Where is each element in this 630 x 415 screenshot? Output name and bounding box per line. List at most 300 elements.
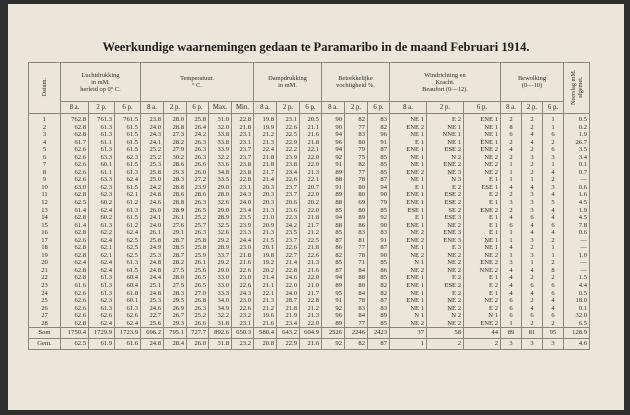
cell-luchtdrukking: 61.5 [115,131,141,139]
cell-vochtigheid: 81 [345,237,368,245]
table-row [29,222,590,230]
cell-luchtdrukking: 61.5 [115,214,141,222]
cell-temperatuur: 25.3 [141,297,164,305]
cell-temperatuur: 23.8 [232,161,254,169]
cell-vochtigheid: 83 [345,229,368,237]
cell-bewolking: 4 [543,169,564,177]
cell-temperatuur: 28.8 [164,199,187,207]
cell-wind: E 2 [427,184,464,192]
cell-temperatuur: 23.1 [232,131,254,139]
cell-wind: NE 1 [427,139,464,147]
cell-wind: ENE 1 [464,114,501,124]
cell-wind: SE 2 [427,207,464,215]
cell-luchtdrukking: 62.4 [115,176,141,184]
cell-temperatuur: 29.2 [209,259,232,267]
cell-wind: ESE 3 [427,214,464,222]
cell-temperatuur: 26.1 [141,229,164,237]
cell-temperatuur: 24.8 [141,290,164,298]
cell-luchtdrukking: 1750.4 [61,328,89,339]
cell-dampdrukking: 20.7 [300,184,322,192]
cell-dampdrukking: 19.8 [254,114,277,124]
cell-luchtdrukking: 61.3 [89,146,115,154]
cell-temperatuur: 26.4 [187,124,209,132]
header-datum: Datum. [29,63,61,114]
cell-luchtdrukking: 62.5 [61,339,89,350]
cell-temperatuur: 27.0 [187,290,209,298]
cell-wind: E 2 [464,282,501,290]
cell-day: 2 [29,124,61,132]
cell-wind: E 1 [464,229,501,237]
cell-bewolking: 1 [543,124,564,132]
cell-bewolking: 4 [522,305,543,313]
cell-luchtdrukking: 61.4 [61,222,89,230]
cell-bewolking: 2 [501,154,522,162]
cell-vochtigheid: 90 [368,222,390,230]
cell-vochtigheid: 85 [368,207,390,215]
cell-temperatuur: 24.0 [141,124,164,132]
subheader-vocht-0: 8 a. [322,102,345,114]
table-row [29,312,590,320]
cell-temperatuur: 22.6 [232,267,254,275]
cell-wind: ESE 2 [427,199,464,207]
cell-wind: ENE 1 [390,191,427,199]
cell-day: 13 [29,207,61,215]
cell-vochtigheid: 92 [322,305,345,313]
cell-neerslag: 0.5 [564,290,590,298]
table-row [29,124,590,132]
cell-luchtdrukking: 62.4 [89,267,115,275]
table-row [29,169,590,177]
cell-luchtdrukking: 61.5 [115,184,141,192]
header-luchtdrukking: Luchtdrukking in mM. herleid op 0° C. [61,63,141,102]
cell-neerslag: 0.1 [564,305,590,313]
cell-wind: E 2 [427,274,464,282]
cell-neerslag: 0.6 [564,184,590,192]
cell-bewolking: 95 [543,328,564,339]
cell-luchtdrukking: 62.8 [61,191,89,199]
cell-vochtigheid: 84 [345,267,368,275]
cell-vochtigheid: 95 [322,290,345,298]
table-row [29,259,590,267]
cell-wind: E 1 [464,222,501,230]
cell-temperatuur: 24.6 [141,199,164,207]
table-row [29,184,590,192]
cell-wind: NE 2 [427,305,464,313]
cell-luchtdrukking: 61.3 [89,305,115,313]
cell-temperatuur: 29.0 [209,207,232,215]
cell-temperatuur: 24.2 [141,184,164,192]
cell-temperatuur: 33.7 [209,252,232,260]
cell-temperatuur: 28.9 [209,214,232,222]
cell-day: 4 [29,139,61,147]
cell-wind: E 1 [464,274,501,282]
cell-neerslag: 4.5 [564,199,590,207]
cell-vochtigheid: 96 [322,139,345,147]
cell-luchtdrukking: 62.5 [115,237,141,245]
cell-dampdrukking: 604.9 [300,328,322,339]
cell-dampdrukking: 23.1 [277,114,300,124]
cell-temperatuur: 650.3 [232,328,254,339]
cell-temperatuur: 31.8 [209,339,232,350]
cell-temperatuur: 33.6 [209,161,232,169]
cell-dampdrukking: 24.2 [277,222,300,230]
header-wind: Windrichting en Kracht. Beaufort (0—12). [390,63,501,102]
cell-day: 23 [29,282,61,290]
cell-dampdrukking: 21.7 [300,290,322,298]
cell-day: 10 [29,184,61,192]
cell-temperatuur: 28.6 [164,161,187,169]
cell-vochtigheid: 96 [368,131,390,139]
cell-temperatuur: 32.5 [209,222,232,230]
cell-dampdrukking: 28.7 [277,297,300,305]
cell-wind: NE 1 [390,176,427,184]
subheader-bew-0: 8 a. [501,102,522,114]
cell-neerslag: 0.6 [564,229,590,237]
cell-luchtdrukking: 62.6 [61,176,89,184]
table-row [29,114,590,124]
cell-dampdrukking: 20.6 [277,199,300,207]
cell-temperatuur: 795.1 [164,328,187,339]
cell-temperatuur: 28.7 [164,237,187,245]
cell-temperatuur: 23.9 [232,222,254,230]
cell-bewolking: 5 [543,199,564,207]
subheader-lucht-1: 2 p. [89,102,115,114]
cell-temperatuur: 22.7 [141,312,164,320]
cell-day: 8 [29,169,61,177]
cell-wind: NE 3 [427,169,464,177]
cell-temperatuur: 23.5 [232,214,254,222]
cell-temperatuur: 26.0 [141,207,164,215]
cell-temperatuur: 29.0 [209,184,232,192]
cell-bewolking: 3 [543,154,564,162]
cell-vochtigheid: 2246 [345,328,368,339]
cell-wind: ENE 2 [464,207,501,215]
cell-dampdrukking: 580.4 [254,328,277,339]
cell-temperatuur: 28.3 [164,290,187,298]
cell-temperatuur: 25.2 [187,214,209,222]
cell-luchtdrukking: 62.4 [89,320,115,328]
cell-bewolking: 3 [522,237,543,245]
cell-bewolking: 4 [543,191,564,199]
cell-temperatuur: 28.0 [164,274,187,282]
cell-wind: N 1 [464,312,501,320]
cell-day: 1 [29,114,61,124]
cell-vochtigheid: 77 [345,320,368,328]
cell-bewolking: 6 [522,214,543,222]
cell-temperatuur: 26.5 [187,282,209,290]
cell-luchtdrukking: 62.6 [61,297,89,305]
cell-bewolking: 2 [522,114,543,124]
cell-luchtdrukking: 62.8 [61,131,89,139]
table-row [29,154,590,162]
cell-vochtigheid: 87 [368,297,390,305]
cell-temperatuur: 27.5 [164,267,187,275]
cell-luchtdrukking: 62.8 [61,252,89,260]
cell-wind: NE 1 [464,244,501,252]
cell-bewolking: 4 [522,131,543,139]
cell-neerslag: 0.1 [564,161,590,169]
cell-temperatuur: 22.8 [232,114,254,124]
cell-vochtigheid: 89 [345,214,368,222]
cell-temperatuur: 26.3 [187,305,209,313]
cell-vochtigheid: 82 [345,161,368,169]
cell-dampdrukking: 21.3 [254,207,277,215]
cell-vochtigheid: 82 [368,124,390,132]
cell-temperatuur: 28.5 [164,244,187,252]
cell-dampdrukking: 21.4 [254,274,277,282]
cell-luchtdrukking: 62.6 [89,312,115,320]
cell-neerslag: — [564,237,590,245]
cell-day: 6 [29,154,61,162]
cell-vochtigheid: 92 [368,214,390,222]
cell-vochtigheid: 91 [322,184,345,192]
cell-temperatuur: 32.6 [209,199,232,207]
cell-temperatuur: 25.3 [141,252,164,260]
cell-vochtigheid: 77 [345,244,368,252]
table-row [29,214,590,222]
cell-bewolking: 3 [501,199,522,207]
cell-wind: ENE 2 [390,237,427,245]
subheader-temp-0: 8 a. [141,102,164,114]
cell-bewolking: 3 [543,339,564,350]
cell-bewolking: 1 [543,252,564,260]
cell-luchtdrukking: 62.1 [115,191,141,199]
cell-luchtdrukking: 61.7 [61,139,89,147]
cell-vochtigheid: 78 [345,176,368,184]
cell-dampdrukking: 21.7 [254,169,277,177]
cell-luchtdrukking: 61.1 [89,139,115,147]
cell-temperatuur: 23.1 [232,139,254,147]
cell-dampdrukking: 22.6 [277,244,300,252]
table-row-avg [29,339,590,350]
cell-day: 26 [29,305,61,313]
cell-temperatuur: 696.2 [141,328,164,339]
cell-luchtdrukking: 62.8 [61,267,89,275]
cell-day: 24 [29,290,61,298]
cell-temperatuur: 24.4 [232,237,254,245]
cell-bewolking: 2 [543,320,564,328]
subheader-wind-1: 2 p. [427,102,464,114]
cell-temperatuur: 24.6 [141,305,164,313]
cell-dampdrukking: 22.1 [300,176,322,184]
cell-wind: N 2 [427,312,464,320]
cell-neerslag: 1.0 [564,252,590,260]
cell-day: 9 [29,176,61,184]
cell-wind: ENE 2 [464,259,501,267]
cell-dampdrukking: 23.7 [277,237,300,245]
cell-day: 16 [29,229,61,237]
cell-vochtigheid: 83 [368,229,390,237]
table-row [29,207,590,215]
subheader-vocht-2: 6 p. [368,102,390,114]
table-row [29,267,590,275]
cell-luchtdrukking: 60.1 [115,297,141,305]
cell-bewolking: 1 [501,252,522,260]
cell-dampdrukking: 21.3 [254,139,277,147]
cell-bewolking: 4 [501,184,522,192]
cell-bewolking: 4 [543,207,564,215]
cell-wind: NE 1 [390,154,427,162]
cell-bewolking: 3 [543,184,564,192]
cell-temperatuur: 23.0 [232,297,254,305]
header-vochtigheid: Betrekkelijke vochtigheid %. [322,63,390,102]
cell-temperatuur: 24.2 [187,131,209,139]
subheader-bew-2: 6 p. [543,102,564,114]
cell-temperatuur: 24.0 [141,222,164,230]
cell-luchtdrukking: 762.8 [61,114,89,124]
cell-day: 5 [29,146,61,154]
cell-temperatuur: 26.5 [187,207,209,215]
cell-luchtdrukking: 60.4 [115,282,141,290]
table-row-sum [29,328,590,339]
cell-dampdrukking: 20.3 [254,184,277,192]
cell-bewolking: 4 [522,222,543,230]
cell-temperatuur: 26.1 [164,214,187,222]
cell-temperatuur: 28.0 [164,114,187,124]
cell-neerslag: 1.5 [564,274,590,282]
cell-wind: 44 [464,328,501,339]
cell-wind: NE 1 [390,305,427,313]
cell-wind: NE 2 [427,259,464,267]
cell-vochtigheid: 78 [345,297,368,305]
cell-bewolking: 2 [522,297,543,305]
cell-bewolking: 3 [501,339,522,350]
cell-bewolking: 2 [522,274,543,282]
table-row [29,229,590,237]
cell-luchtdrukking: 63.0 [61,184,89,192]
subheader-damp-2: 6 p. [300,102,322,114]
cell-luchtdrukking: 61.5 [115,146,141,154]
cell-wind: E 2 [464,305,501,313]
cell-vochtigheid: 92 [322,339,345,350]
cell-bewolking: 1 [501,176,522,184]
cell-bewolking: 1 [501,161,522,169]
cell-day: 7 [29,161,61,169]
cell-bewolking: 1 [501,320,522,328]
cell-day: 28 [29,320,61,328]
cell-wind: ENE 1 [390,146,427,154]
cell-dampdrukking: 22.0 [300,207,322,215]
cell-temperatuur: 25.0 [141,176,164,184]
cell-vochtigheid: 90 [322,124,345,132]
cell-wind: E 3 [427,244,464,252]
cell-wind: ENE 2 [464,146,501,154]
cell-neerslag: 7.8 [564,222,590,230]
cell-wind: NE 1 [464,131,501,139]
cell-temperatuur: 28.7 [164,252,187,260]
cell-wind: NNE 2 [464,267,501,275]
cell-dampdrukking: 21.8 [254,161,277,169]
cell-dampdrukking: 23.4 [277,320,300,328]
cell-neerslag: 26.7 [564,139,590,147]
cell-dampdrukking: 21.4 [277,259,300,267]
cell-temperatuur: 25.2 [187,312,209,320]
cell-vochtigheid: 87 [368,244,390,252]
cell-bewolking: 8 [543,267,564,275]
cell-temperatuur: 24.8 [141,191,164,199]
cell-luchtdrukking: 62.6 [61,169,89,177]
cell-temperatuur: 33.8 [209,131,232,139]
cell-dampdrukking: 22.8 [277,267,300,275]
cell-luchtdrukking: 61.6 [115,339,141,350]
cell-temperatuur: 28.6 [187,191,209,199]
cell-temperatuur: 29.0 [209,267,232,275]
cell-wind: ENE 1 [390,297,427,305]
cell-luchtdrukking: 62.4 [89,259,115,267]
cell-vochtigheid: 88 [322,199,345,207]
cell-temperatuur: 23.7 [232,146,254,154]
subheader-temp-3: Max. [209,102,232,114]
cell-dampdrukking: 24.0 [277,290,300,298]
cell-luchtdrukking: 61.3 [115,259,141,267]
cell-bewolking: 4 [501,282,522,290]
cell-wind: NE 1 [390,244,427,252]
cell-temperatuur: 28.9 [209,244,232,252]
table-row [29,176,590,184]
cell-wind: N 3 [427,176,464,184]
cell-bewolking: 2 [501,114,522,124]
cell-bewolking: 4 [501,214,522,222]
cell-temperatuur: 21.8 [232,252,254,260]
cell-bewolking: 2 [543,259,564,267]
cell-neerslag: 1.6 [564,191,590,199]
cell-vochtigheid: 86 [368,267,390,275]
cell-luchtdrukking: 61.3 [89,131,115,139]
cell-temperatuur: 26.0 [187,169,209,177]
cell-neerslag: — [564,244,590,252]
table-row [29,252,590,260]
cell-temperatuur: 26.5 [187,274,209,282]
cell-dampdrukking: 21.8 [254,154,277,162]
cell-wind: E 1 [464,214,501,222]
cell-temperatuur: 29.3 [164,320,187,328]
cell-dampdrukking: 21.3 [300,169,322,177]
cell-temperatuur: 892.6 [209,328,232,339]
cell-luchtdrukking: 62.3 [89,191,115,199]
cell-wind: NE 2 [390,229,427,237]
cell-luchtdrukking: 60.2 [89,214,115,222]
cell-temperatuur: 21.8 [232,124,254,132]
cell-temperatuur: 25.1 [141,282,164,290]
cell-temperatuur: 26.3 [187,199,209,207]
cell-wind: NE 2 [464,169,501,177]
cell-temperatuur: 23.7 [232,154,254,162]
cell-bewolking: 6 [522,282,543,290]
subheader-damp-0: 8 a. [254,102,277,114]
cell-dampdrukking: 21.6 [254,320,277,328]
cell-dampdrukking: 22.5 [277,131,300,139]
cell-luchtdrukking: 61.3 [89,124,115,132]
cell-temperatuur: 32.2 [209,312,232,320]
cell-luchtdrukking: 61.4 [61,207,89,215]
cell-wind: ESE 1 [464,184,501,192]
cell-temperatuur: 24.3 [232,290,254,298]
cell-vochtigheid: 91 [368,139,390,147]
cell-vochtigheid: 91 [322,161,345,169]
cell-neerslag: 1.9 [564,131,590,139]
cell-temperatuur: 30.2 [164,154,187,162]
cell-vochtigheid: 92 [322,154,345,162]
cell-bewolking: 4 [522,139,543,147]
cell-temperatuur: 33.9 [209,146,232,154]
cell-vochtigheid: 87 [322,237,345,245]
cell-dampdrukking: 22.7 [277,252,300,260]
cell-day: 14 [29,214,61,222]
cell-vochtigheid: 85 [368,259,390,267]
cell-wind: NE 2 [427,267,464,275]
cell-luchtdrukking: 62.3 [89,297,115,305]
cell-bewolking: 6 [543,282,564,290]
